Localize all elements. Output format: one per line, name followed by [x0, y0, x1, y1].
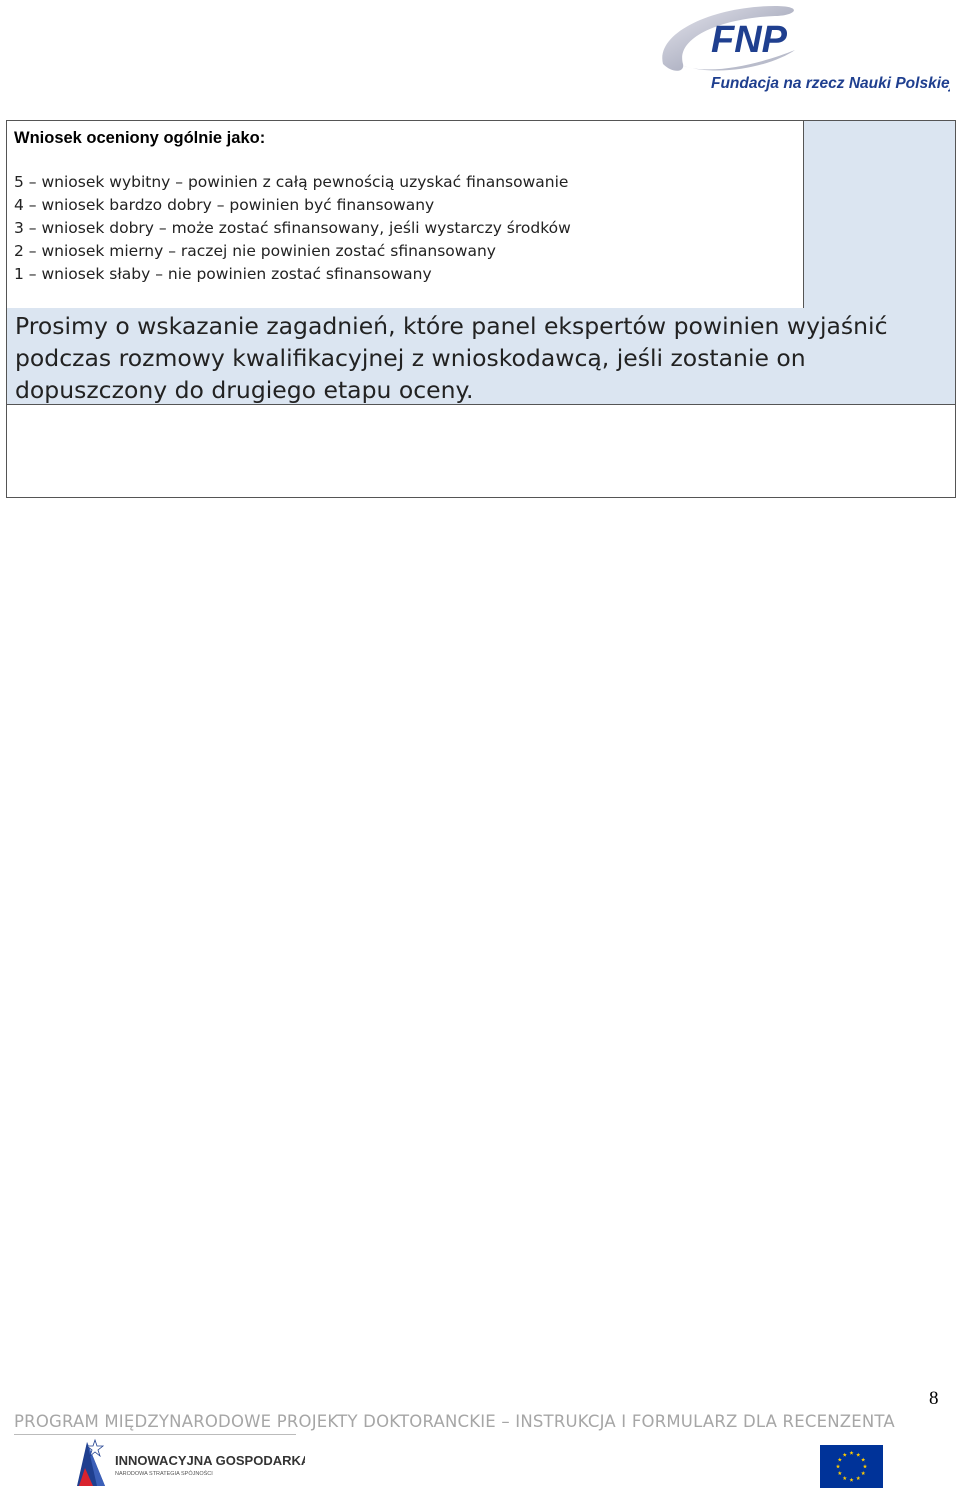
innowacyjna-gospodarka-logo — [75, 1438, 305, 1488]
rating-item-3: 3 – wniosek dobry – może zostać sfinansowany, jeśli wystarczy środków — [14, 219, 571, 237]
rating-item-1: 1 – wniosek słaby – nie powinien zostać sfinansowany — [14, 265, 432, 283]
fnp-logo-graphic — [655, 2, 950, 98]
ig-logo-graphic — [75, 1438, 305, 1488]
question-cell — [7, 308, 955, 405]
ig-logo-subtitle: NARODOWA STRATEGIA SPÓJNOŚCI — [115, 1471, 213, 1477]
rating-scale-list — [14, 171, 803, 286]
ig-logo-text: INNOWACYJNA GOSPODARKA — [115, 1453, 305, 1468]
rating-item-5: 5 – wniosek wybitny – powinien z całą pewnością uzyskać finansowanie — [14, 173, 569, 191]
rating-item-2: 2 – wniosek mierny – raczej nie powinien zostać sfinansowany — [14, 242, 496, 260]
rating-description-cell — [7, 121, 804, 308]
footer-program-title: PROGRAM MIĘDZYNARODOWE PROJEKTY DOKTORANCKIE – INSTRUKCJA I FORMULARZ DLA RECENZENTA — [14, 1412, 895, 1431]
answer-input-cell[interactable] — [7, 405, 955, 497]
fnp-logo-text: FNP — [711, 19, 787, 61]
fnp-logo — [655, 2, 950, 98]
footer-divider — [14, 1434, 296, 1435]
page-number: 8 — [929, 1388, 939, 1409]
rating-table — [6, 120, 956, 309]
score-input-cell[interactable] — [804, 121, 955, 308]
eu-flag-icon — [820, 1445, 883, 1488]
rating-item-4: 4 – wniosek bardzo dobry – powinien być finansowany — [14, 196, 435, 214]
rating-title: Wniosek oceniony ogólnie jako: — [14, 129, 266, 147]
fnp-logo-subtitle: Fundacja na rzecz Nauki Polskiej — [711, 75, 950, 92]
question-text: Prosimy o wskazanie zagadnień, które panel ekspertów powinien wyjaśnić podczas rozmowy kwalifikacyjnej z wnioskodawcą, jeśli zostanie on dopuszczony do drugiego etapu oceny. — [15, 312, 888, 404]
eu-flag-graphic — [820, 1445, 883, 1488]
question-table — [6, 308, 956, 498]
